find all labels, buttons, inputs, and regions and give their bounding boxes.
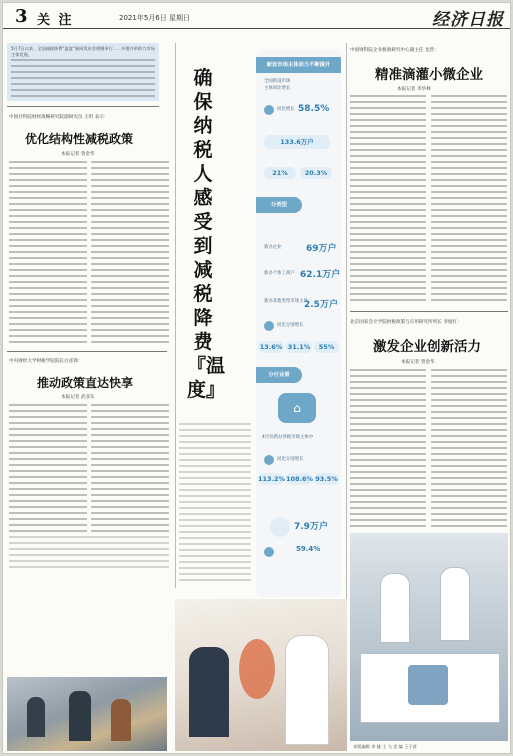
growth-pill: 93.5% [315,475,338,483]
summary-box [7,43,159,101]
stat-pill: 133.6万户 [264,135,330,149]
growth-arrow-icon [264,547,274,557]
stat-value: 58.5% [298,104,330,114]
row-label: 新办其他类型市场主体 [264,299,308,304]
row-value: 69万户 [306,244,337,254]
section3-line: 4月份新办涉税市场主体中 [262,435,314,440]
article3-byline: 本报记者 李华林 [397,87,431,92]
feature-vertical-title: 确保纳税人感受到减税降费『温度』 [187,67,226,401]
section-name: 关 注 [37,13,74,28]
divider [7,106,159,107]
article4-body-col2 [431,369,507,527]
masthead-logo: 经济日报 [432,10,504,30]
article2-body-col2 [91,404,169,532]
section3-title: 分行业看 [256,367,302,383]
stat-pill: 21% [264,167,296,179]
infographic-sidebar [256,49,341,597]
extra-growth: 59.4% [296,545,321,553]
section1-line: 主体同比增长 [264,86,291,91]
growth-pill: 113.2% [258,475,286,483]
article3-body-col1 [350,95,426,305]
article2-note [9,536,169,572]
article4-title: 激发企业创新活力 [373,339,481,355]
row-value: 2.5万户 [304,300,338,310]
article1-byline: 本报记者 曾金华 [61,152,95,157]
page-footer: 本版编辑 李 婕 王 飞 美 编 王子萱 [353,744,417,749]
lab-workers-photo [350,533,508,741]
growth-arrow-icon [264,455,274,465]
section1-line: 全国新设市场 [264,79,291,84]
issue-date: 2021年5月6日 星期日 [119,14,190,22]
shield-icon [270,517,290,537]
article1-kicker: 中国社科院财经战略研究院副研究员 王玥 表示： [9,115,109,120]
page-number: 3 [15,6,28,27]
article1-body-col1 [9,161,87,343]
article3-title: 精准滴灌小微企业 [375,67,483,83]
growth-label: 同比分别增长 [277,323,304,328]
summary-text: 5月7日以来，全国减税降费“温度”新闻发布会相继举行……多措并举助力市场主体发展。 [11,46,155,57]
stat-pill: 20.3% [300,167,332,179]
tax-service-hall-photo [175,599,347,751]
divider [7,351,167,352]
growth-pill: 13.6% [259,343,283,351]
row-value: 62.1万户 [300,270,341,280]
house-icon: ⌂ [278,393,316,423]
extra-value: 7.9万户 [294,522,328,532]
section1-title: 新设市场主体活力不断提升 [256,57,341,73]
article2-byline: 本报记者 武亚东 [61,395,95,400]
growth-pill: 108.6% [286,475,314,483]
growth-pill: 55% [314,341,339,353]
newspaper-page [2,2,511,754]
stat-label: 同比增长 [277,107,295,112]
article2-kicker: 中央财经大学财税学院院长白彦锋： [9,359,83,364]
article3-body-col2 [431,95,507,305]
factory-workers-photo [7,677,167,751]
article4-byline: 本报记者 曾金华 [401,360,435,365]
summary-lines [11,59,155,97]
article4-kicker: 北京国家会计学院财税政策与应用研究所所长 李旭红： [350,320,462,325]
row-label: 新办企业 [264,245,282,250]
row-label: 新办个体工商户 [264,271,295,276]
growth-arrow-icon [264,105,274,115]
column-rule [175,43,176,588]
page-header [3,3,511,29]
feature-body [179,423,251,583]
divider [350,311,508,312]
growth-label: 同比分别增长 [277,457,304,462]
article1-title: 优化结构性减税政策 [25,132,134,146]
article2-body-col1 [9,404,87,532]
article2-title: 推动政策直达快享 [37,376,134,390]
growth-pill: 31.1% [287,343,311,351]
section2-title: 分类型 [256,197,302,213]
article1-body-col2 [91,161,169,343]
article4-body-col1 [350,369,426,527]
growth-arrow-icon [264,321,274,331]
article3-kicker: 中国财科院企业税收研究中心副主任 龙营： [350,48,439,53]
